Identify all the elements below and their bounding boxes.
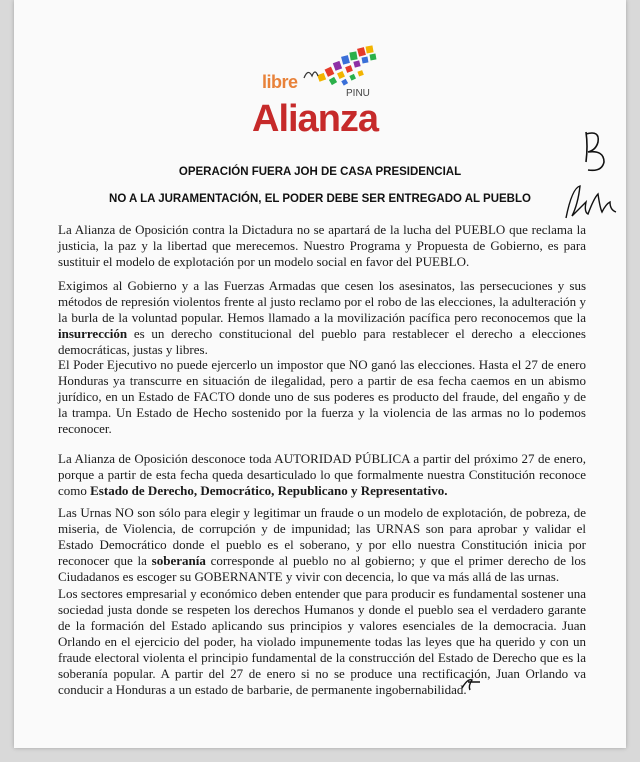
paragraph-4-bold: Estado de Derecho, Democrático, Republicano y Representativo. xyxy=(90,483,448,498)
paragraph-2-text-b: es un derecho constitucional del pueblo para restablecer el derecho a elecciones democráticas, justas y libres. xyxy=(58,326,586,357)
document-title: OPERACIÓN FUERA JOH DE CASA PRESIDENCIAL xyxy=(178,166,462,178)
paragraph-1: La Alianza de Oposición contra la Dictadura no se apartará de la lucha del PUEBLO que reclama la justicia, la paz y la libertad que merecemos. Nuestro Programa y Propuesta de Gobierno, es para sustituir el modelo de explotación por un modelo social en favor del PUEBLO. xyxy=(58,222,586,269)
logo-alianza-text: Alianza xyxy=(252,98,379,140)
paragraph-2-bold: insurrección xyxy=(58,326,128,341)
paragraph-5-bold: soberanía xyxy=(151,553,206,568)
paragraph-5-text-b: corresponde al pueblo no al gobierno; y que el primer derecho de los Ciudadanos es escoger su GOBERNANTE y vivir con decencia, lo que va más allá de las urnas. xyxy=(58,553,586,584)
signature-initial-bottom xyxy=(460,676,482,692)
paragraph-2-text-a: Exigimos al Gobierno y a las Fuerzas Armadas que cesen los asesinatos, las persecuciones y sus métodos de represión violentos frente al justo reclamo por el robo de las elecciones, la adulteración y la burla de la voluntad popular. Hemos llamado a la movilización pacífica pero reconocemos que la xyxy=(58,278,586,325)
document-subtitle: NO A LA JURAMENTACIÓN, EL PODER DEBE SER ENTREGADO AL PUEBLO xyxy=(109,193,531,205)
paragraph-6: Los sectores empresarial y económico deben entender que para producir es fundamental sostener una sociedad justa donde se respeten los derechos Humanos y donde el pueblo sea el verdadero garante de la formación del Estado aplicando sus principios y valores esenciales de la democracia. Juan Orlando en el ejercicio del poder, ha violado impunemente todas las leyes que ha querido y con un fraude electoral violenta el principio fundamental de la construcción del Estado de Derecho que es la soberanía popular. A partir del 27 de enero si no se produce una rectificación, Juan Orlando va conducir a Honduras a un estado de barbarie, de permanente ingobernabilidad. xyxy=(58,586,586,697)
paragraph-4 xyxy=(58,451,586,499)
logo-pinu-text: PINU xyxy=(346,88,370,99)
paragraph-2 xyxy=(58,278,586,358)
signature-scribble-right xyxy=(562,178,622,228)
logo-libre-text: libre xyxy=(262,72,298,92)
signature-initials-top xyxy=(580,128,616,174)
logo-confetti-mark xyxy=(298,44,388,94)
document-page xyxy=(14,0,626,748)
alianza-logo xyxy=(246,44,396,140)
paragraph-5 xyxy=(58,505,586,585)
paragraph-4-text-a: La Alianza de Oposición desconoce toda AUTORIDAD PÚBLICA a partir del próximo 27 de enero, porque a partir de esta fecha queda desarticulado lo que formalmente nuestra Constitución reconoce como xyxy=(58,451,586,498)
paragraph-5-text-a: Las Urnas NO son sólo para elegir y legitimar un fraude o un modelo de explotación, de pobreza, de miseria, de Violencia, de corrupción y de impunidad; las URNAS son para aprobar y validar el Estado Democrático donde el pueblo es el soberano, y por ello nuestra Constitución inicia por reconocer que la xyxy=(58,505,586,568)
paragraph-3: El Poder Ejecutivo no puede ejercerlo un impostor que NO ganó las elecciones. Hasta el 27 de enero Honduras ya transcurre en situación de ilegalidad, pero a partir de esa fecha caemos en un abismo jurídico, en un Estado de FACTO donde uno de sus poderes es producto del fraude, del engaño y de la trampa. Un Estado de Hecho sostenido por la fuerza y la violencia de las armas no lo podemos reconocer. xyxy=(58,357,586,436)
